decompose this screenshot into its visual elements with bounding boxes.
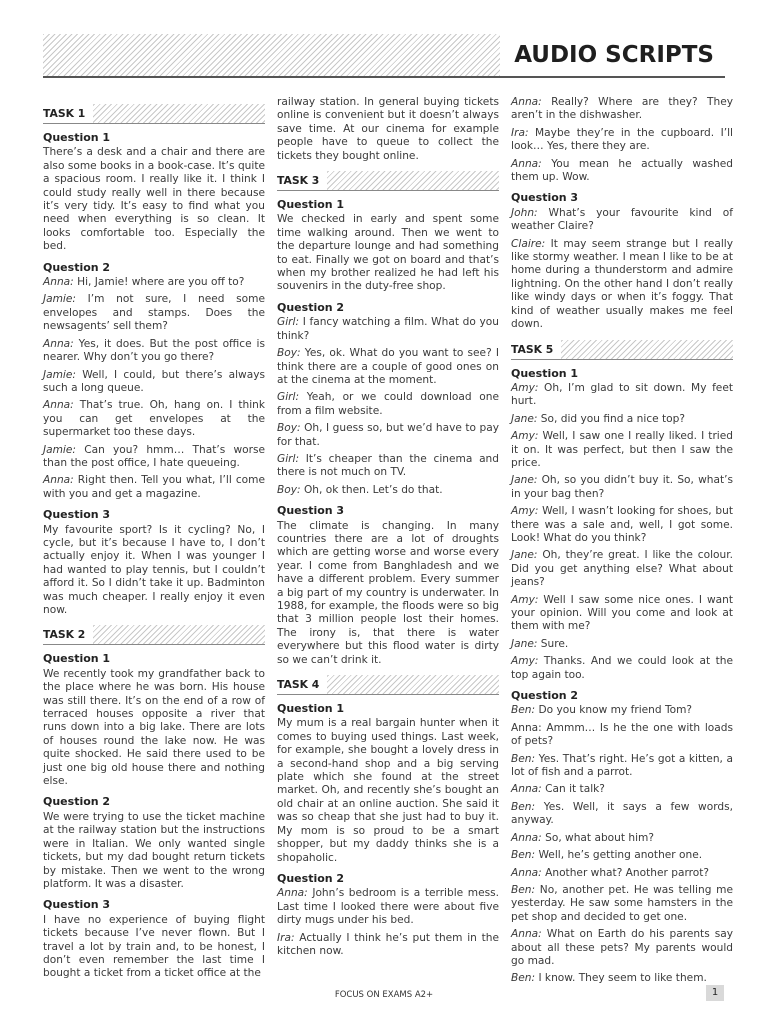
speaker-name: Jamie: xyxy=(43,368,76,381)
dialogue-line xyxy=(277,391,499,418)
speaker-name: Anna: xyxy=(43,276,74,289)
paragraph: My mum is a real bargain hunter when it comes to buying used things. Last week, for example, she bought a lovely dress in a second-hand shop and a big serving plate which she found at the street market. Oh, and recently she’s bought an old chair at an online auction. She said it was so cheap that she just had to buy it. My mom is so proud to be a smart shopper, but my daddy thinks she is a shopaholic. xyxy=(277,717,499,864)
dialogue-text: Yeah, or we could download one from a film website. xyxy=(277,391,499,417)
speaker-name: Ira: xyxy=(511,126,529,139)
speaker-name: Amy: xyxy=(511,593,539,606)
question-heading: Question 1 xyxy=(511,366,579,380)
speaker-name: Ira: xyxy=(277,931,295,944)
task-heading xyxy=(511,340,733,360)
dialogue-line xyxy=(511,474,733,501)
speaker-name: Girl: xyxy=(277,452,300,465)
speaker-name: Ben: xyxy=(511,849,536,862)
paragraph: We recently took my grandfather back to the place where he was born. His house was still there. It’s on the end of a row of terraced houses opposite a river that runs down into a big lake. There are lots of houses round the lake now. He was quite shocked. He said there used to be just one big old house there and nothing else. xyxy=(43,667,265,788)
question-heading: Question 2 xyxy=(277,871,345,885)
speaker-name: Amy: xyxy=(511,505,539,518)
dialogue-text: Actually I think he’s put them in the kitchen now. xyxy=(277,931,499,957)
speaker-name: Ben: xyxy=(511,972,536,985)
dialogue-line xyxy=(511,238,733,332)
page-title: AUDIO SCRIPTS xyxy=(500,34,725,76)
dialogue-text: You mean he actually washed them up. Wow. xyxy=(511,157,733,184)
paragraph: I have no experience of buying flight tickets because I’ve never flown. But I travel a lot by train and, to be honest, I don’t even remember the last time I bought a ticket from a ticket office at the xyxy=(43,913,265,980)
dialogue-text: So, what about him? xyxy=(541,831,654,844)
column-3 xyxy=(511,96,733,990)
speaker-name: Jane: xyxy=(511,549,538,562)
dialogue-text: Can you? hmm… That’s worse than the post office, I hate queueing. xyxy=(43,443,265,469)
task-heading-label: TASK 4 xyxy=(277,675,327,694)
dialogue-line xyxy=(43,276,265,289)
dialogue-text: John’s bedroom is a terrible mess. Last time I looked there were about five dirty mugs under his bed. xyxy=(277,887,499,927)
dialogue-line xyxy=(277,932,499,959)
dialogue-line xyxy=(511,594,733,634)
speaker-name: Ben: xyxy=(511,704,536,717)
dialogue-text: I know. They seem to like them. xyxy=(535,972,707,985)
dialogue-line xyxy=(511,96,733,123)
dialogue-line xyxy=(511,753,733,780)
dialogue-text: Another what? Another parrot? xyxy=(541,866,709,879)
dialogue-text: Really? Where are they? They aren’t in the dishwasher. xyxy=(511,96,733,122)
speaker-name: Boy: xyxy=(277,422,301,435)
dialogue-text: Well, I wasn’t looking for shoes, but there was a sale and, well, I got some. Look! What do you think? xyxy=(511,505,733,544)
header-underline xyxy=(43,76,725,78)
speaker-name: Anna: xyxy=(43,474,74,487)
speaker-name: Jane: xyxy=(511,637,538,650)
task-heading xyxy=(277,675,499,695)
dialogue-line xyxy=(43,369,265,396)
dialogue-line xyxy=(43,338,265,365)
dialogue-text: Well I saw some nice ones. I want your opinion. Will you come and look at them with me? xyxy=(511,593,733,633)
dialogue-text: That’s true. Oh, hang on. I think you can get envelopes at the supermarket too these days. xyxy=(43,399,265,439)
dialogue-text: What on Earth do his parents say about all these pets? My parents would go mad. xyxy=(511,928,733,967)
task-heading xyxy=(43,104,265,124)
dialogue-line xyxy=(511,158,733,185)
dialogue-text: I fancy watching a film. What do you think? xyxy=(277,316,499,342)
dialogue-line xyxy=(511,430,733,470)
speaker-name: Boy: xyxy=(277,483,301,496)
footer-text: FOCUS ON EXAMS A2+ xyxy=(334,990,434,1000)
dialogue-text: Right then. Tell you what, I’ll come with you and get a magazine. xyxy=(43,474,265,500)
dialogue-text: Well, I could, but there’s always such a long queue. xyxy=(43,368,265,394)
dialogue-line xyxy=(511,382,733,409)
dialogue-text: Oh, I guess so, but we’d have to pay for that. xyxy=(277,422,499,448)
dialogue-line xyxy=(277,422,499,449)
speaker-name: Anna: xyxy=(511,866,542,879)
paragraph: We checked in early and spent some time walking around. Then we went to the departure lounge and had something to eat. Finally we got on board and that’s when my brother realized he had left his souvenirs in the duty-free shop. xyxy=(277,213,499,293)
speaker-name: Anna: xyxy=(511,157,542,170)
page-number: 1 xyxy=(706,985,724,1001)
dialogue-text: Thanks. And we could look at the top again too. xyxy=(511,655,733,681)
question-heading: Question 1 xyxy=(277,702,345,716)
dialogue-line xyxy=(43,474,265,501)
speaker-name: Claire: xyxy=(511,237,546,250)
task-heading-label: TASK 2 xyxy=(43,625,93,644)
speaker-name: Anna: xyxy=(43,399,74,412)
task-heading-label: TASK 3 xyxy=(277,171,327,190)
dialogue-line xyxy=(511,801,733,828)
task-heading xyxy=(277,171,499,191)
dialogue-text: Oh, I’m glad to sit down. My feet hurt. xyxy=(511,381,733,408)
paragraph: The climate is changing. In many countries there are a lot of droughts which are getting worse and worse every year. I come from Banghladesh and we have a different problem. Every summer a big part of my country is underwater. In 1988, for example, the floods were so big that 3 million people lost their homes. The irony is, that there is water everywhere but this flood water is dirty so we can’t drink it. xyxy=(277,519,499,666)
dialogue-text: Well, he’s getting another one. xyxy=(535,849,703,862)
dialogue-line xyxy=(511,127,733,154)
speaker-name: Ben: xyxy=(511,883,536,896)
task-heading xyxy=(43,625,265,645)
header-band xyxy=(43,34,725,76)
speaker-name: Amy: xyxy=(511,430,539,443)
dialogue-text: Maybe they’re in the cupboard. I’ll look… Yes, there they are. xyxy=(511,126,733,153)
dialogue-line xyxy=(511,704,733,717)
dialogue-text: So, did you find a nice top? xyxy=(537,412,686,425)
dialogue-line xyxy=(277,484,499,497)
dialogue-line xyxy=(511,413,733,426)
speaker-name: Amy: xyxy=(511,655,539,668)
dialogue-text: It may seem strange but I really like stormy weather. I mean I like to be at home during a thunderstorm and admire lightning. On the other hand I don’t really like windy days or when it’s foggy. That kind of weather usually makes me feel down. xyxy=(511,237,733,331)
speaker-name: Jamie: xyxy=(43,443,76,456)
speaker-name: Jane: xyxy=(511,412,538,425)
speaker-name: Anna: xyxy=(43,337,74,350)
speaker-name: Anna: xyxy=(511,831,542,844)
dialogue-line xyxy=(277,887,499,927)
dialogue-line xyxy=(511,832,733,845)
dialogue-text: Oh, they’re great. I like the colour. Did you get anything else? What about jeans? xyxy=(511,549,733,589)
dialogue-text: I’m not sure, I need some envelopes and stamps. Does the newsagents’ sell them? xyxy=(43,293,265,333)
speaker-name: Jane: xyxy=(511,474,538,487)
dialogue-line xyxy=(511,505,733,545)
dialogue-line xyxy=(43,444,265,471)
task-heading-label: TASK 1 xyxy=(43,104,93,123)
dialogue-text: Hi, Jamie! where are you off to? xyxy=(73,276,245,289)
question-heading: Question 2 xyxy=(511,689,579,703)
dialogue-text: No, another pet. He was telling me yesterday. He saw some hamsters in the pet shop and decided to get one. xyxy=(511,883,733,923)
dialogue-line xyxy=(43,293,265,333)
dialogue-text: Yes. Well, it says a few words, anyway. xyxy=(511,800,733,827)
question-heading: Question 3 xyxy=(511,191,579,205)
question-heading: Question 2 xyxy=(43,260,111,274)
dialogue-text: Yes, ok. What do you want to see? I think there are a couple of good ones on at the cinema at the moment. xyxy=(277,347,499,386)
paragraph: railway station. In general buying tickets online is convenient but it doesn’t always save time. At our cinema for example people have to queue to collect the tickets they bought online. xyxy=(277,96,499,162)
dialogue-line xyxy=(277,453,499,480)
dialogue-text: Do you know my friend Tom? xyxy=(535,704,693,717)
task-heading-label: TASK 5 xyxy=(511,340,561,359)
speaker-name: John: xyxy=(511,206,538,219)
speaker-name: Anna: xyxy=(511,96,542,108)
dialogue-line xyxy=(511,638,733,651)
dialogue-text: Oh, ok then. Let’s do that. xyxy=(300,483,443,496)
question-heading: Question 3 xyxy=(277,504,345,518)
speaker-name: Anna: xyxy=(511,783,542,796)
dialogue-line xyxy=(277,316,499,343)
dialogue-line xyxy=(511,849,733,862)
column-2 xyxy=(277,96,499,962)
question-heading: Question 1 xyxy=(43,131,111,144)
dialogue-line xyxy=(511,207,733,234)
dialogue-line xyxy=(511,867,733,880)
dialogue-line xyxy=(277,347,499,387)
dialogue-line xyxy=(511,655,733,682)
dialogue-text: Yes, it does. But the post office is nearer. Why don’t you go there? xyxy=(43,337,265,364)
speaker-name: Amy: xyxy=(511,381,539,394)
speaker-name: Anna: xyxy=(277,887,308,900)
speaker-name: Anna: xyxy=(511,928,542,941)
speaker-name: Jamie: xyxy=(43,293,76,306)
paragraph: Anna: Ammm… Is he the one with loads of pets? xyxy=(511,721,733,748)
dialogue-text: Can it talk? xyxy=(541,783,605,796)
dialogue-line xyxy=(511,549,733,589)
dialogue-line xyxy=(511,884,733,924)
question-heading: Question 2 xyxy=(43,795,111,809)
speaker-name: Girl: xyxy=(277,391,300,404)
dialogue-text: It’s cheaper than the cinema and there is not much on TV. xyxy=(277,452,499,479)
speaker-name: Boy: xyxy=(277,347,301,360)
dialogue-text: Well, I saw one I really liked. I tried it on. It was perfect, but then I saw the price. xyxy=(511,430,733,469)
paragraph: My favourite sport? Is it cycling? No, I cycle, but it’s because I have to, I don’t actually enjoy it. When I was younger I had wanted to play tennis, but I couldn’t afford it. So I didn’t take it up. Badminton was much cheaper. I really enjoy it even now. xyxy=(43,523,265,616)
question-heading: Question 3 xyxy=(43,898,111,912)
question-heading: Question 3 xyxy=(43,508,111,522)
speaker-name: Ben: xyxy=(511,800,536,813)
dialogue-line xyxy=(511,783,733,796)
dialogue-line xyxy=(43,399,265,439)
question-heading: Question 1 xyxy=(43,652,111,666)
dialogue-text: What’s your favourite kind of weather Claire? xyxy=(511,206,733,233)
speaker-name: Ben: xyxy=(511,752,536,765)
dialogue-text: Oh, so you didn’t buy it. So, what’s in your bag then? xyxy=(511,474,733,500)
speaker-name: Girl: xyxy=(277,316,300,329)
paragraph: There’s a desk and a chair and there are also some books in a book-case. It’s quite a spacious room. I really like it. I think I could study really well in there because it’s very tidy. It’s easy to find what you need when everything is so clean. It looks comfortable too. Especially the bed. xyxy=(43,146,265,253)
dialogue-line xyxy=(511,928,733,968)
column-1 xyxy=(43,96,265,985)
dialogue-text: Yes. That’s right. He’s got a kitten, a lot of fish and a parrot. xyxy=(511,752,733,779)
dialogue-text: Sure. xyxy=(537,637,569,650)
paragraph: We were trying to use the ticket machine at the railway station but the instructions were in Italian. We only wanted single tickets, but my dad bought return tickets by mistake. Then we went to the wrong platform. It was a disaster. xyxy=(43,810,265,890)
question-heading: Question 1 xyxy=(277,198,345,212)
dialogue-line xyxy=(511,972,733,985)
question-heading: Question 2 xyxy=(277,300,345,314)
